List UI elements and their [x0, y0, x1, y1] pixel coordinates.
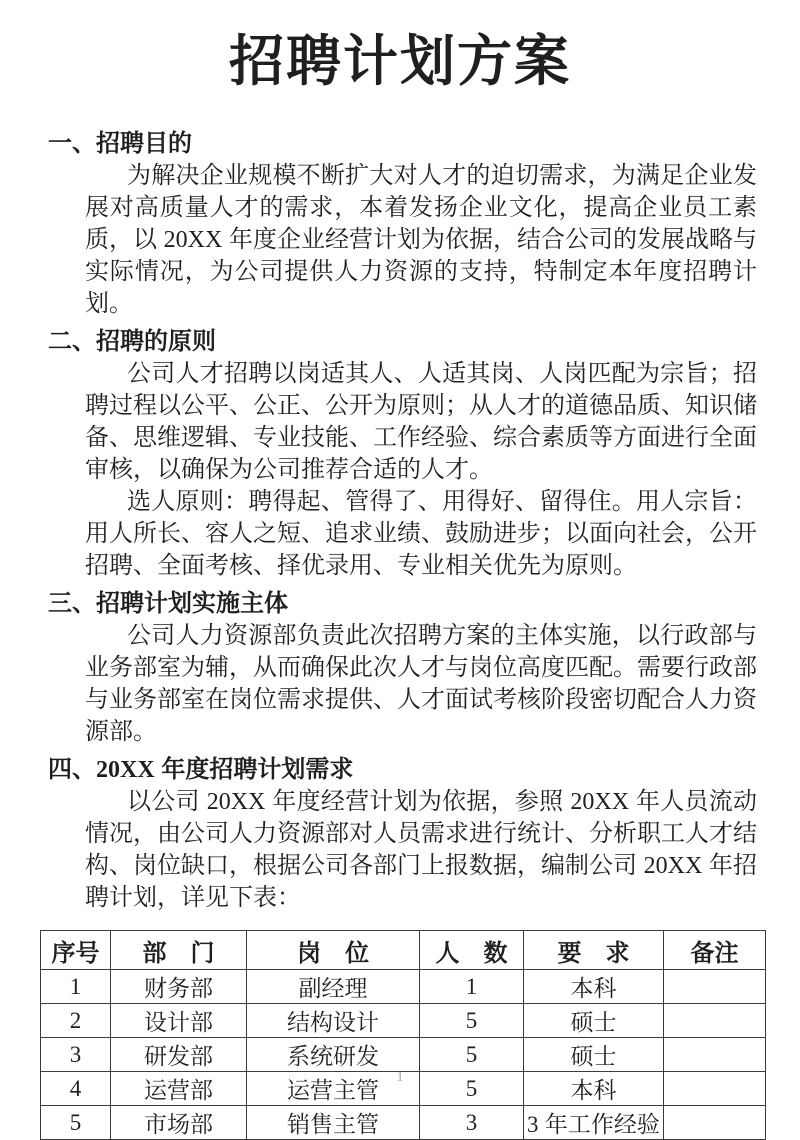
cell-headcount: 3	[420, 1106, 524, 1140]
cell-requirement: 硕士	[524, 1004, 664, 1038]
section-implementation-body	[0, 588, 800, 748]
paragraph: 以公司 20XX 年度经营计划为依据，参照 20XX 年人员流动情况，由公司人力资源部对人员需求进行统计、分析职工人才结构、岗位缺口，根据公司各部门上报数据，编制公司 20XX 年招聘计划，详见下表：	[85, 788, 758, 911]
cell-serial: 1	[41, 970, 111, 1004]
column-header-headcount: 人 数	[420, 931, 524, 970]
document-page	[0, 28, 800, 1137]
table-row	[41, 970, 766, 1004]
paragraph: 为解决企业规模不断扩大对人才的迫切需求，为满足企业发展对高质量人才的需求，本着发扬企业文化，提高企业员工素质，以 20XX 年度企业经营计划为依据，结合公司的发展战略与实际情况，为公司提供人力资源的支持，特制定本年度招聘计划。	[85, 162, 758, 317]
cell-requirement: 硕士	[524, 1038, 664, 1072]
cell-position: 运营主管	[247, 1072, 420, 1106]
document-title: 招聘计划方案	[228, 30, 571, 92]
cell-position: 副经理	[247, 970, 420, 1004]
cell-serial: 3	[41, 1038, 111, 1072]
column-header-position: 岗 位	[247, 931, 420, 970]
cell-remark	[664, 1004, 766, 1038]
table-row	[41, 1038, 766, 1072]
table-row	[41, 1106, 766, 1140]
cell-serial: 5	[41, 1106, 111, 1140]
section-annual-recruitment-demand	[0, 754, 800, 914]
cell-requirement: 本科	[524, 1072, 664, 1106]
cell-requirement: 3 年工作经验	[524, 1106, 664, 1140]
section-heading-recruitment-purpose: 一、招聘目的	[48, 130, 192, 157]
table-row	[41, 1004, 766, 1038]
cell-requirement: 本科	[524, 970, 664, 1004]
column-header-remark: 备注	[664, 931, 766, 970]
table-header-row	[41, 931, 766, 970]
column-header-requirement: 要 求	[524, 931, 664, 970]
column-header-serial: 序号	[41, 931, 111, 970]
section-heading-implementation-body: 三、招聘计划实施主体	[48, 590, 288, 617]
cell-serial: 2	[41, 1004, 111, 1038]
cell-department: 财务部	[111, 970, 247, 1004]
cell-headcount: 5	[420, 1038, 524, 1072]
cell-department: 设计部	[111, 1004, 247, 1038]
paragraph: 选人原则：聘得起、管得了、用得好、留得住。用人宗旨：用人所长、容人之短、追求业绩、鼓励进步；以面向社会，公开招聘、全面考核、择优录用、专业相关优先为原则。	[85, 488, 757, 579]
paragraph: 公司人力资源部负责此次招聘方案的主体实施，以行政部与业务部室为辅，从而确保此次人才与岗位高度匹配。需要行政部与业务部室在岗位需求提供、人才面试考核阶段密切配合人力资源部。	[85, 622, 757, 745]
section-heading-annual-recruitment-demand: 四、20XX 年度招聘计划需求	[48, 756, 354, 783]
column-header-department: 部 门	[111, 931, 247, 970]
cell-position: 结构设计	[247, 1004, 420, 1038]
cell-headcount: 5	[420, 1004, 524, 1038]
page-number: 1	[396, 1070, 404, 1085]
cell-position: 系统研发	[247, 1038, 420, 1072]
cell-department: 研发部	[111, 1038, 247, 1072]
cell-serial: 4	[41, 1072, 111, 1106]
paragraph: 公司人才招聘以岗适其人、人适其岗、人岗匹配为宗旨；招聘过程以公平、公正、公开为原则；从人才的道德品质、知识储备、思维逻辑、专业技能、工作经验、综合素质等方面进行全面审核，以确保为公司推荐合适的人才。	[85, 360, 757, 483]
section-recruitment-purpose	[0, 128, 800, 320]
cell-department: 运营部	[111, 1072, 247, 1106]
cell-remark	[664, 970, 766, 1004]
recruitment-plan-table	[40, 930, 766, 1140]
section-heading-recruitment-principles: 二、招聘的原则	[48, 328, 216, 355]
section-recruitment-principles	[0, 326, 800, 582]
cell-remark	[664, 1038, 766, 1072]
cell-position: 销售主管	[247, 1106, 420, 1140]
cell-remark	[664, 1106, 766, 1140]
cell-headcount: 1	[420, 970, 524, 1004]
cell-department: 市场部	[111, 1106, 247, 1140]
cell-headcount: 5	[420, 1072, 524, 1106]
